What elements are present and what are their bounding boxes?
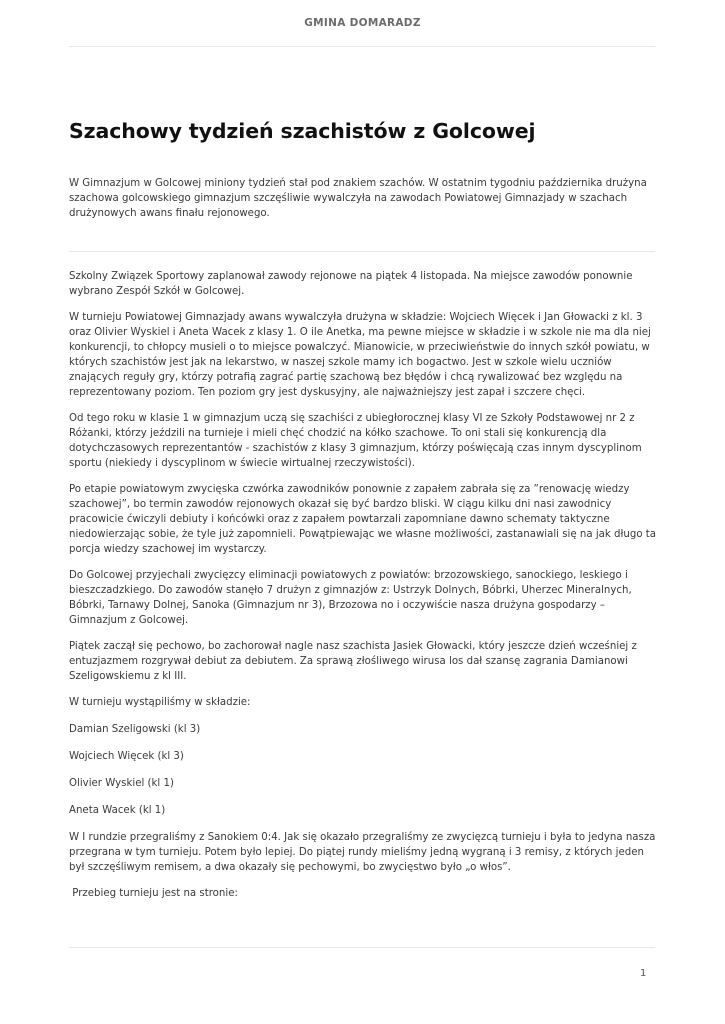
article-body [69,269,657,912]
page-number: 1 [640,968,647,979]
lead-divider [69,251,655,252]
footer-divider [69,947,655,948]
team-member: Wojciech Więcek (kl 3) [69,751,184,762]
header-divider [69,46,655,47]
site-header: GMINA DOMARADZ [304,17,421,29]
article-paragraph: Od tego roku w klasie 1 w gimnazjum uczą się szachiści z ubiegłorocznej klasy VI ze Szkoły Podstawowej nr 2 z Różanki, którzy jeździli na turnieje i mieli chęć chodzić na kółko szachowe. To oni stali się konkurencją dla dotychczasowych reprezentantów - szachistów z klasy 3 gimnazjum, którzy poświęcają czas innym dyscyplinom sportu (niekiedy i dyscyplinom w świecie wirtualnej rzeczywistości). [69,413,642,469]
team-member: Olivier Wyskiel (kl 1) [69,778,174,789]
team-member: Aneta Wacek (kl 1) [69,805,166,816]
article-paragraph: Piątek zaczął się pechowo, bo zachorował nagle nasz szachista Jasiek Głowacki, który jeszcze dzień wcześniej z entuzjazmem rozgrywał debiut za debiutem. Za sprawą złośliwego wirusa los dał szansę zagrania Damianowi Szeligowskiemu z kl III. [69,641,637,682]
article-paragraph: W I rundzie przegraliśmy z Sanokiem 0:4. Jak się okazało przegraliśmy ze zwycięzcą turnieju i była to jedyna nasza przegrana w tym turnieju. Potem było lepiej. Do piątej rundy mieliśmy jedną wygraną i 3 remisy, z których jeden był szczęśliwym remisem, a dwa okazały się pechowymi, bo zwycięstwo było „o włos”. [69,832,656,873]
article-paragraph: W turnieju Powiatowej Gimnazjady awans wywalczyła drużyna w składzie: Wojciech Więcek i Jan Głowacki z kl. 3 oraz Olivier Wyskiel i Aneta Wacek z klasy 1. O ile Anetka, ma pewne miejsce w składzie i w szkole nie ma dla niej konkurencji, to chłopcy musieli o to miejsce powalczyć. Mianowicie, w przeciwieństwie do innych szkół powiatu, w których szachistów jest jak na lekarstwo, w naszej szkole mamy ich bogactwo. Jest w szkole wielu uczniów znających reguły gry, którzy potrafią zagrać partię szachową bez błędów i chcą rywalizować bez względu na reprezentowany poziom. Ten poziom gry jest dyskusyjny, ale najważniejszy jest zapał i szczere chęci. [69,312,651,398]
article-paragraph: Po etapie powiatowym zwycięska czwórka zawodników ponownie z zapałem zabrała się za ”renowację wiedzy szachowej”, bo termin zawodów rejonowych okazał się być bardzo bliski. W ciągu kilku dni nasi zawodnicy pracowicie ćwiczyli debiuty i końcówki oraz z zapałem powtarzali zapomniane dawno schematy taktyczne niedowierzając sobie, że tyle już zapomnieli. Powątpiewając we własne możliwości, zastanawiali się na jak długo ta porcja wiedzy szachowej im wystarczy. [69,484,657,555]
team-member: Damian Szeligowski (kl 3) [69,724,201,735]
article-paragraph: Szkolny Związek Sportowy zaplanował zawody rejonowe na piątek 4 listopada. Na miejsce zawodów ponownie wybrano Zespół Szkół w Golcowej. [69,271,633,297]
article-paragraph: W turnieju wystąpiliśmy w składzie: [69,697,251,708]
article-paragraph: Do Golcowej przyjechali zwycięzcy eliminacji powiatowych z powiatów: brzozowskiego, sanockiego, leskiego i bieszczadzkiego. Do zawodów stanęło 7 drużyn z gimnazjów z: Ustrzyk Dolnych, Bóbrki, Uherzec Mineralnych, Bóbrki, Tarnawy Dolnej, Sanoka (Gimnazjum nr 3), Brzozowa no i oczywiście nasza drużyna gospodarzy – Gimnazjum z Golcowej. [69,570,632,626]
article-lead: W Gimnazjum w Golcowej miniony tydzień stał pod znakiem szachów. W ostatnim tygodniu października drużyna szachowa golcowskiego gimnazjum szczęśliwie wywalczyła na zawodach Powiatowej Gimnazjady w szachach drużynowych awans finału rejonowego. [69,178,647,219]
article-paragraph: Przebieg turnieju jest na stronie: [69,888,238,899]
article-title: Szachowy tydzień szachistów z Golcowej [69,119,536,143]
